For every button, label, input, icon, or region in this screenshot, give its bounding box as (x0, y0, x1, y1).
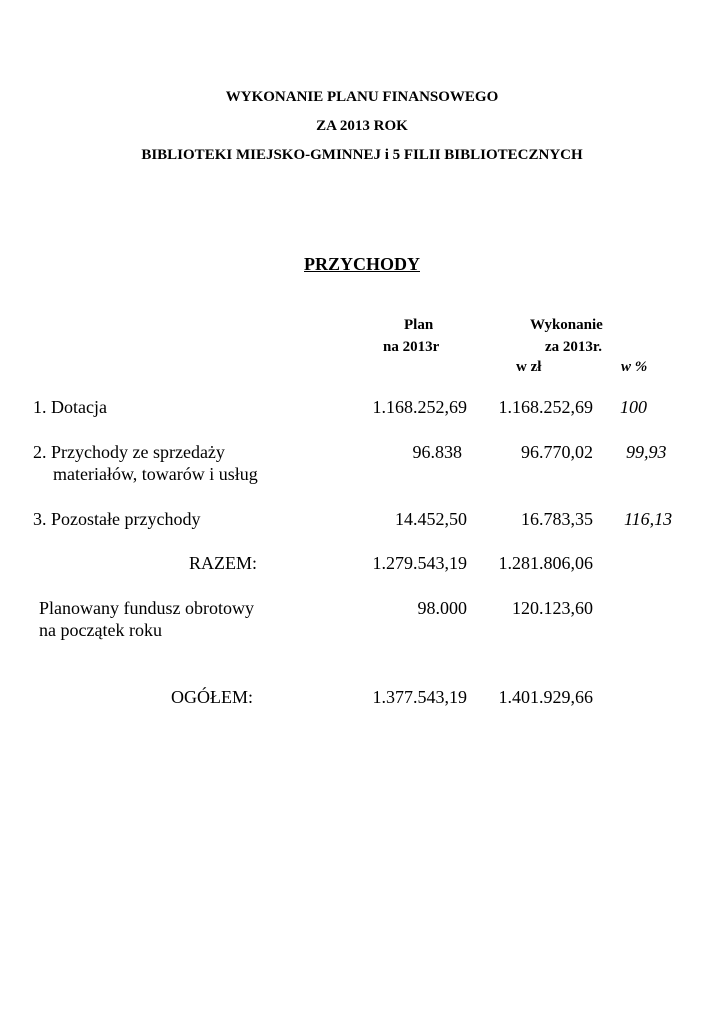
row-3-label: 3. Pozostałe przychody (33, 509, 201, 529)
row-2-plan: 96.838 (412, 442, 462, 462)
row-1-pct: 100 (620, 397, 647, 417)
row-2-exec: 96.770,02 (521, 442, 593, 462)
header-line-1: WYKONANIE PLANU FINANSOWEGO (225, 89, 499, 105)
row-1-plan: 1.168.252,69 (372, 397, 467, 417)
fundusz-exec: 120.123,60 (512, 598, 593, 618)
exec-pln-header: w zł (516, 359, 542, 375)
fundusz-label-line-1: Planowany fundusz obrotowy (39, 598, 254, 618)
plan-header-line-2: na 2013r (383, 339, 440, 355)
row-3-plan: 14.452,50 (395, 509, 467, 529)
plan-header-line-1: Plan (404, 317, 434, 333)
razem-plan: 1.279.543,19 (372, 553, 467, 573)
row-3-pct: 116,13 (624, 509, 673, 529)
exec-header-line-1: Wykonanie (530, 317, 603, 333)
header-line-2: ZA 2013 ROK (316, 118, 408, 134)
row-2-label-line-1: 2. Przychody ze sprzedaży (33, 442, 225, 462)
header-line-3: BIBLIOTEKI MIEJSKO-GMINNEJ i 5 FILII BIBLIOTECZNYCH (141, 147, 583, 163)
row-1-label: 1. Dotacja (33, 397, 107, 417)
row-3-exec: 16.783,35 (521, 509, 593, 529)
ogolem-label: OGÓŁEM: (171, 687, 253, 707)
razem-label: RAZEM: (189, 553, 258, 573)
row-1-exec: 1.168.252,69 (498, 397, 593, 417)
exec-header-line-2: za 2013r. (545, 339, 602, 355)
exec-pct-header: w % (621, 359, 648, 375)
fundusz-plan: 98.000 (417, 598, 467, 618)
razem-exec: 1.281.806,06 (498, 553, 593, 573)
row-2-label-line-2: materiałów, towarów i usług (53, 464, 258, 484)
section-title: PRZYCHODY (304, 254, 420, 274)
ogolem-plan: 1.377.543,19 (372, 687, 467, 707)
row-2-pct: 99,93 (626, 442, 667, 462)
fundusz-label-line-2: na początek roku (39, 620, 162, 640)
ogolem-exec: 1.401.929,66 (498, 687, 593, 707)
